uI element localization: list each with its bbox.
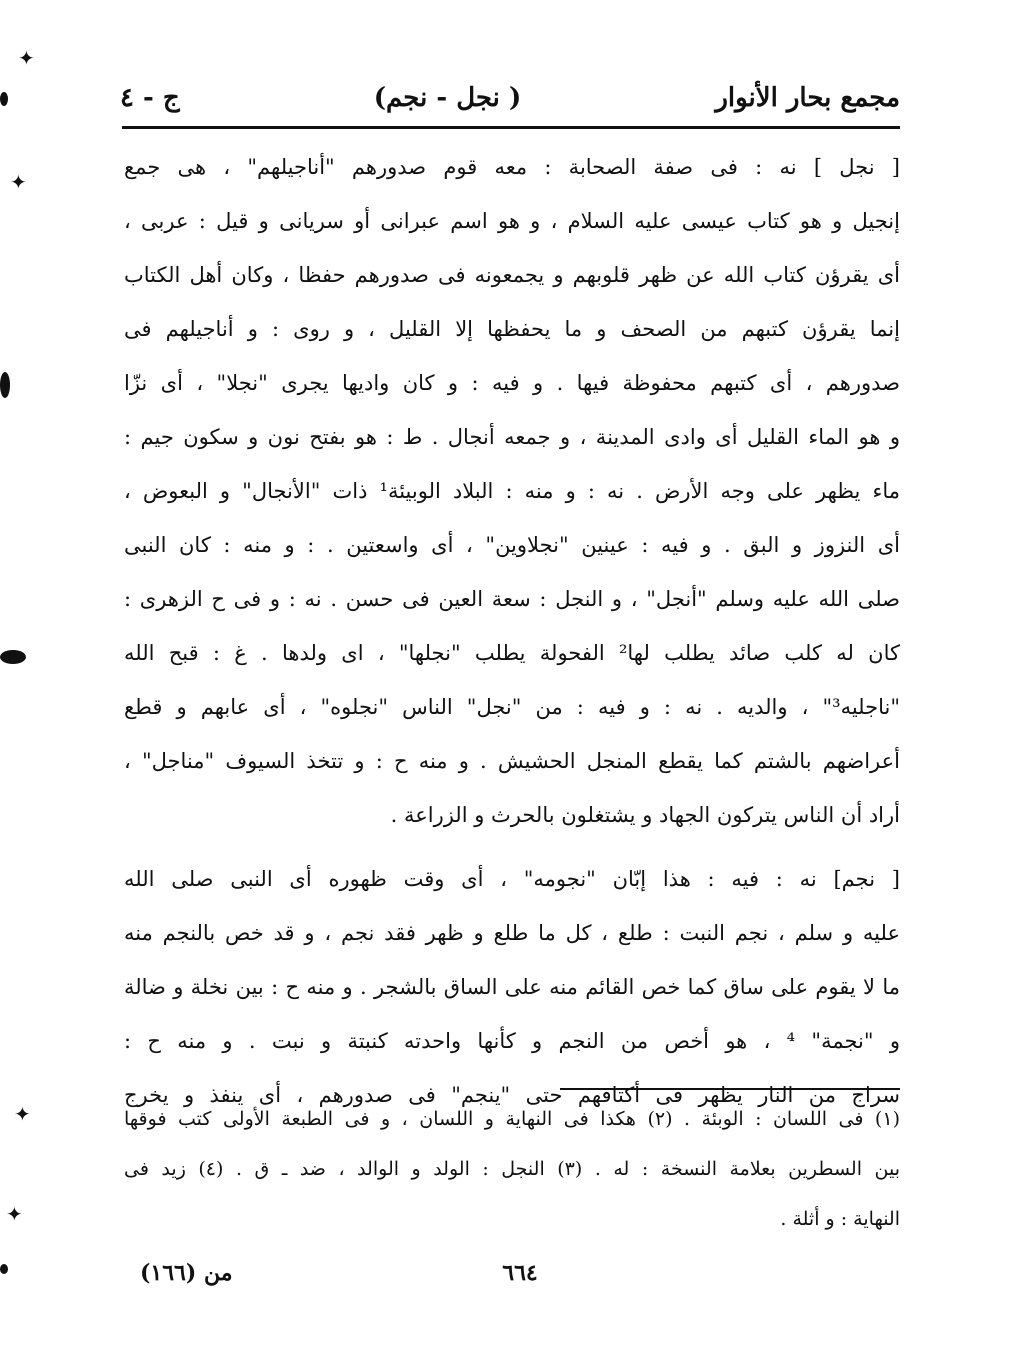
text-line: إنما يقرؤن كتبهم من الصحف و ما يحفظها إلا القليل ، و روى : و أناجيلهم فى <box>124 317 900 341</box>
running-header <box>120 78 900 118</box>
header-rule <box>122 126 900 129</box>
text-line: [ نجل ] نه : فى صفة الصحابة : معه قوم صدورهم "أناجيلهم" ، هى جمع <box>124 155 900 179</box>
footnote-line: (١) فى اللسان : الوبئة . (٢) هكذا فى النهاية و اللسان ، و فى الطبعة الأولى كتب فوقها <box>124 1108 900 1130</box>
text-line: و "نجمة" ⁴ ، هو أخص من النجم و كأنها واحدته كنبتة و نبت . و منه ح : <box>124 1029 900 1053</box>
main-text <box>124 140 900 1122</box>
text-line: كان له كلب صائد يطلب لها² الفحولة يطلب "نجلها" ، اى ولدها . غ : قبح الله <box>124 641 900 665</box>
footnote-line: النهاية : و أثلة . <box>780 1208 900 1230</box>
text-line: إنجيل و هو كتاب عيسى عليه السلام ، و هو اسم عبرانى أو سريانى و قيل : عربى ، <box>124 209 900 233</box>
text-line: صلى الله عليه وسلم "أنجل" ، و النجل : سعة العين فى حسن . نه : و فى ح الزهرى : <box>124 587 900 611</box>
margin-blot-icon <box>0 650 26 664</box>
entry-range: ( نجل - نجم) <box>373 83 522 113</box>
text-line: أعراضهم بالشتم كما يقطع المنجل الحشيش . و منه ح : و تتخذ السيوف "مناجل" ، <box>124 749 900 773</box>
text-line: صدورهم ، أى كتبهم محفوظة فيها . و فيه : و كان واديها يجرى "نجلا" ، أى نزّا <box>124 371 900 395</box>
scan-counter: (١٦٦) من <box>140 1260 233 1286</box>
margin-blot-icon <box>0 1264 8 1274</box>
text-line: أى يقرؤن كتاب الله عن ظهر قلوبهم و يجمعونه فى صدورهم حفظا ، وكان أهل الكتاب <box>124 263 900 287</box>
text-line: ما لا يقوم على ساق كما خص القائم منه على الساق بالشجر . و منه ح : بين نخلة و ضالة <box>124 975 900 999</box>
text-line: [ نجم] نه : فيه : هذا إبّان "نجومه" ، أى وقت ظهوره أى النبى صلى الله <box>124 867 900 891</box>
page-number: ٦٦٤ <box>502 1260 538 1286</box>
margin-mark-icon: ✦ <box>10 170 27 194</box>
text-line: "ناجليه³" ، والديه . نه : و فيه : من "نجل" الناس "نجلوه" ، أى عابهم و قطع <box>124 695 900 719</box>
text-line: أى النزوز و البق . و فيه : عينين "نجلاوين" ، أى واسعتين . : و منه : كان النبى <box>124 533 900 557</box>
margin-mark-icon: ✦ <box>18 46 35 70</box>
text-line: أراد أن الناس يتركون الجهاد و يشتغلون بالحرث و الزراعة . <box>390 803 900 827</box>
paragraph-gap <box>124 842 900 852</box>
text-line: ماء يظهر على وجه الأرض . نه : و منه : البلاد الوبيئة¹ ذات "الأنجال" و البعوض ، <box>124 479 900 503</box>
footnote-line: بين السطرين بعلامة النسخة : له . (٣) النجل : الولد و الوالد ، ضد ـ ق . (٤) زيد فى <box>124 1158 900 1180</box>
footnote-rule <box>560 1088 900 1090</box>
margin-mark-icon: ✦ <box>6 1202 23 1226</box>
footnotes <box>124 1094 900 1244</box>
text-line: و هو الماء القليل أى وادى المدينة ، و جمعه أنجال . ط : هو بفتح نون و سكون جيم : <box>124 425 900 449</box>
margin-mark-icon: ✦ <box>14 1102 31 1126</box>
book-title: مجمع بحار الأنوار <box>715 83 900 113</box>
margin-blot-icon <box>0 372 10 398</box>
volume-label: ج - ٤ <box>120 83 180 113</box>
text-line: عليه و سلم ، نجم النبت : طلع ، كل ما طلع و ظهر فقد نجم ، و قد خص بالنجم منه <box>124 921 900 945</box>
margin-blot-icon <box>0 92 8 106</box>
text-line: سراج من النار يظهر فى أكتافهم حتى "ينجم" فى صدورهم ، أى ينفذ و يخرج <box>124 1083 900 1107</box>
